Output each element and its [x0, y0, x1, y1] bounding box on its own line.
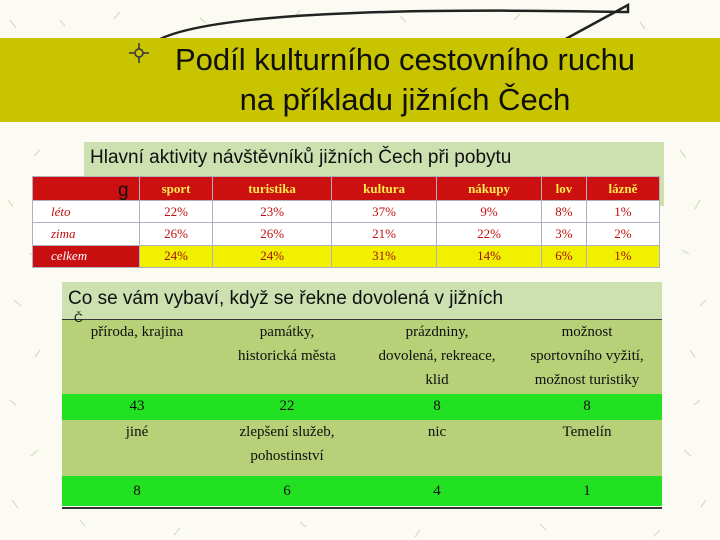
table2-caption: Co se vám vybaví, když se řekne dovolená v jižních	[68, 288, 504, 309]
cell: 6%	[542, 245, 587, 267]
cell: 23%	[213, 201, 332, 223]
cell: 9%	[437, 201, 542, 223]
cell: 1%	[586, 245, 659, 267]
col-header: sport	[140, 177, 213, 201]
cell-text: památky, historická města	[238, 324, 336, 364]
cell-text: prázdniny, dovolená, rekreace, klid	[378, 324, 496, 388]
col-header: nákupy	[437, 177, 542, 201]
cell: Temelín	[512, 420, 662, 476]
flower-icon	[128, 42, 150, 64]
cell: 2%	[586, 223, 659, 245]
cell: 22	[212, 394, 362, 420]
col-header: lov	[542, 177, 587, 201]
cell	[62, 320, 212, 394]
cell: 8	[362, 394, 512, 420]
table1-caption: Hlavní aktivity návštěvníků jižních Čech při pobytu	[90, 147, 512, 168]
cell: 8	[62, 476, 212, 506]
table2-caption-box	[62, 282, 662, 320]
table-row-total	[33, 245, 660, 267]
table2-bottom-border	[62, 507, 662, 509]
col-header: lázně	[586, 177, 659, 201]
cell-text: příroda, krajina	[90, 324, 184, 340]
cell: 22%	[140, 201, 213, 223]
cell: jiné	[62, 420, 212, 476]
cell	[362, 320, 512, 394]
cell: 24%	[140, 245, 213, 267]
title-line-2: na příkladu jižních Čech	[239, 82, 571, 117]
cell: 8%	[542, 201, 587, 223]
cell: 21%	[332, 223, 437, 245]
table1-caption-tail: g	[118, 180, 129, 201]
associations-table	[62, 320, 662, 506]
cell: 37%	[332, 201, 437, 223]
cell: 24%	[213, 245, 332, 267]
cell: 3%	[542, 223, 587, 245]
table-row	[62, 394, 662, 420]
cell: 4	[362, 476, 512, 506]
cell-text: možnost sportovního vyžití, možnost turistiky	[530, 324, 644, 388]
cell: 1%	[586, 201, 659, 223]
cell: 6	[212, 476, 362, 506]
table-row	[33, 223, 660, 245]
cell: 8	[512, 394, 662, 420]
table2-caption-tail: Č	[74, 311, 83, 325]
cell: zlepšení služeb, pohostinství	[212, 420, 362, 476]
cell	[512, 320, 662, 394]
title-line-1: Podíl kulturního cestovního ruchu	[174, 42, 636, 77]
cell: 1	[512, 476, 662, 506]
row-label: celkem	[33, 245, 140, 267]
col-header: kultura	[332, 177, 437, 201]
col-header: turistika	[213, 177, 332, 201]
cell: 14%	[437, 245, 542, 267]
table-row	[62, 476, 662, 506]
table-row	[62, 320, 662, 394]
cell: nic	[362, 420, 512, 476]
table-row	[62, 420, 662, 476]
row-label: zima	[33, 223, 140, 245]
cell: 43	[62, 394, 212, 420]
page-title	[95, 40, 715, 120]
cell: 22%	[437, 223, 542, 245]
cell: 26%	[213, 223, 332, 245]
cell	[212, 320, 362, 394]
cell: 26%	[140, 223, 213, 245]
cell: 31%	[332, 245, 437, 267]
row-label: léto	[33, 201, 140, 223]
table-row	[33, 201, 660, 223]
